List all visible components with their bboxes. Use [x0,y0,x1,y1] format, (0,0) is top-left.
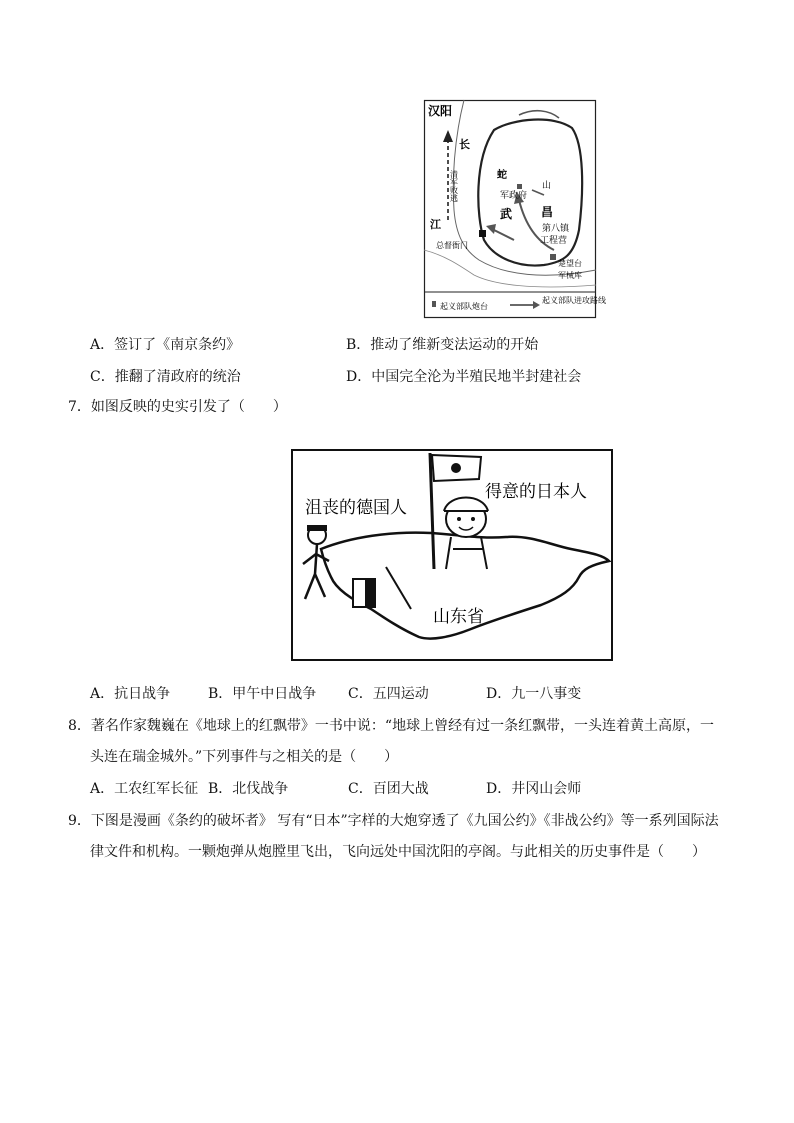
map-label-junzhengfu: 军政府 [500,191,528,201]
wuchang-uprising-map [424,100,606,318]
shandong-cartoon [291,449,613,661]
map-label-zongdu: 总督衙门 [436,241,468,250]
q7-option-c[interactable]: C．五四运动 [348,686,429,702]
map-label-shan: 山 [542,181,552,191]
q7-stem: 7．如图反映的史实引发了（ ） [68,399,287,415]
legend-cannon: 起义部队炮台 [440,302,488,311]
cartoon-label-german: 沮丧的德国人 [305,498,407,518]
q6-option-d[interactable]: D．中国完全沦为半殖民地半封建社会 [346,369,582,385]
map-label-qing-retreat: 清军败逃 [449,170,459,202]
q9-stem-line2: 律文件和机构。一颗炮弹从炮膛里飞出，飞向远处中国沈阳的亭阁。与此相关的历史事件是（ ） [90,844,706,860]
map-label-chang: 长 [459,138,470,151]
map-label-gongcheng: 工程营 [540,236,568,246]
q8-option-d[interactable]: D．井冈山会师 [486,781,582,797]
map-label-hanyang: 汉阳 [428,104,453,118]
q7-option-b[interactable]: B．甲午中日战争 [208,686,317,702]
q6-option-a[interactable]: A．签订了《南京条约》 [90,337,241,353]
map-label-baba: 第八镇 [542,224,570,234]
q6-option-c[interactable]: C．推翻了清政府的统治 [90,369,241,385]
map-label-junxieku: 军械库 [558,271,582,280]
map-label-chuwang: 楚望台 [558,259,582,268]
q8-stem-line2: 头连在瑞金城外。”下列事件与之相关的是（ ） [90,749,399,765]
q8-stem-line1: 8．著名作家魏巍在《地球上的红飘带》一书中说：“地球上曾经有过一条红飘带，一头连着黄土高原，一 [68,718,715,734]
map-label-jiang: 江 [430,218,441,231]
cartoon-label-japanese: 得意的日本人 [485,482,587,502]
map-label-chang2: 昌 [541,205,554,219]
cartoon-label-province: 山东省 [433,607,484,627]
q9-stem-line1: 9．下图是漫画《条约的破坏者》 写有“日本”字样的大炮穿透了《九国公约》《非战公约》等一系列国际法 [68,813,719,829]
q8-option-a[interactable]: A．工农红军长征 [90,781,199,797]
q7-option-d[interactable]: D．九一八事变 [486,686,582,702]
map-label-wu: 武 [500,207,513,221]
q8-option-c[interactable]: C．百团大战 [348,781,429,797]
legend-route-text: 起义部队进攻路线 [542,296,606,305]
q7-option-a[interactable]: A．抗日战争 [90,686,171,702]
legend-route [542,295,606,305]
q8-option-b[interactable]: B．北伐战争 [208,781,289,797]
map-label-she: 蛇 [497,170,507,181]
q6-option-b[interactable]: B．推动了维新变法运动的开始 [346,337,539,353]
